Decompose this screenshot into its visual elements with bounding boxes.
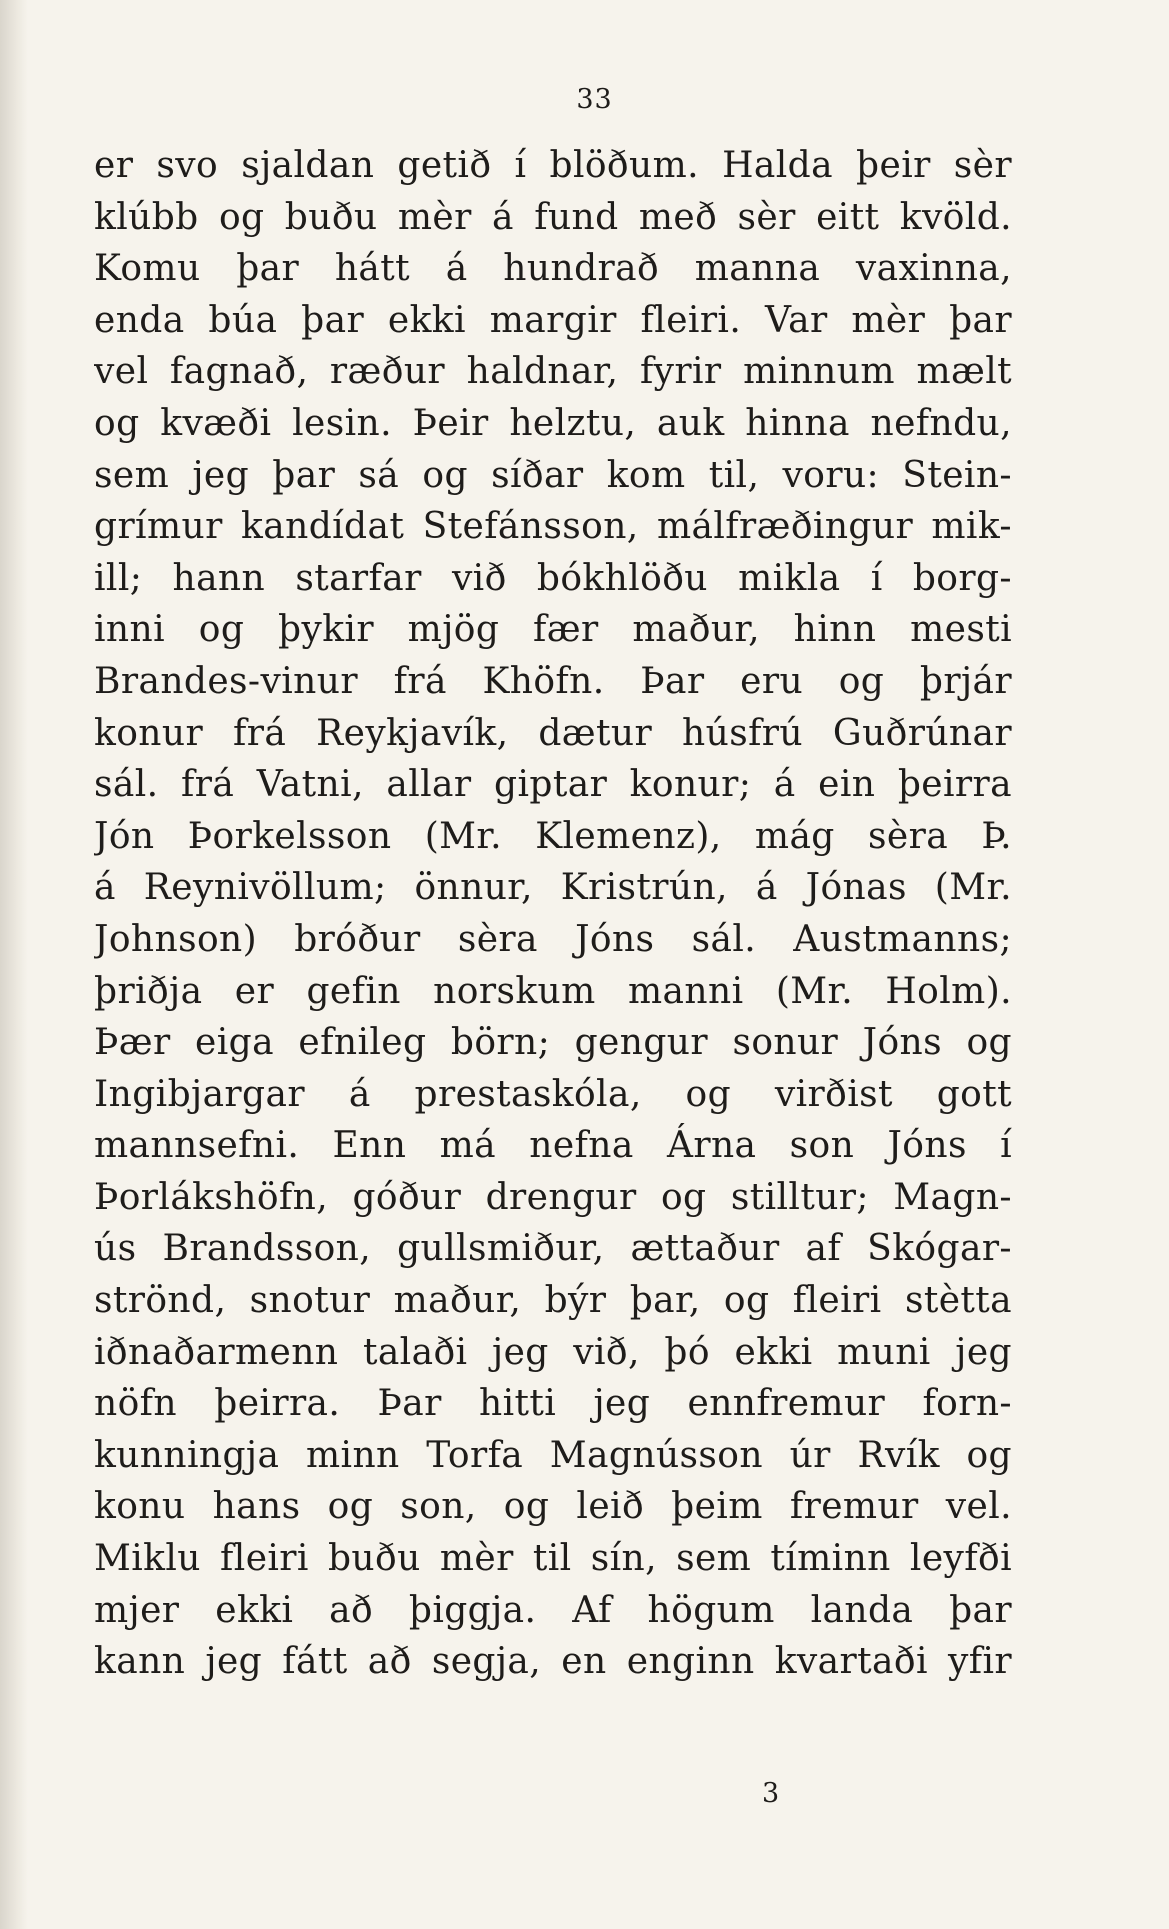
text-line: Johnson) bróður sèra Jóns sál. Austmanns;	[94, 918, 1012, 960]
text-line: enda búa þar ekki margir fleiri. Var mèr þar	[94, 299, 1012, 341]
text-line: konu hans og son, og leið þeim fremur vel.	[94, 1486, 1012, 1528]
text-line: er svo sjaldan getið í blöðum. Halda þeir sèr	[94, 145, 1012, 186]
text-line: grímur kandídat Stefánsson, málfræðingur mik-	[94, 506, 1012, 548]
text-line: konur frá Reykjavík, dætur húsfrú Guðrúnar	[94, 712, 1012, 754]
text-line: ill; hann starfar við bókhlöðu mikla í borg-	[94, 557, 1012, 599]
text-line: og kvæði lesin. Þeir helztu, auk hinna nefndu,	[94, 402, 1012, 444]
text-line: Miklu fleiri buðu mèr til sín, sem tíminn leyfði	[94, 1538, 1012, 1580]
text-line: iðnaðarmenn talaði jeg við, þó ekki muni jeg	[94, 1331, 1012, 1373]
text-line: sál. frá Vatni, allar giptar konur; á ein þeirra	[94, 764, 1012, 806]
page-spine-shadow	[0, 0, 28, 1929]
text-line: Ingibjargar á prestaskóla, og virðist gott	[94, 1073, 1012, 1115]
text-line: Komu þar hátt á hundrað manna vaxinna,	[94, 248, 1012, 290]
text-line: mannsefni. Enn má nefna Árna son Jóns í	[94, 1125, 1012, 1167]
text-line: Þorlákshöfn, góður drengur og stilltur; Magn-	[94, 1176, 1012, 1218]
text-line: kunningja minn Torfa Magnússon úr Rvík og	[94, 1434, 1012, 1476]
text-line: ús Brandsson, gullsmiður, ættaður af Skógar-	[94, 1228, 1012, 1270]
body-text	[94, 140, 1012, 1688]
text-line: vel fagnað, ræður haldnar, fyrir minnum mælt	[94, 351, 1012, 393]
text-line: inni og þykir mjög fær maður, hinn mesti	[94, 609, 1012, 651]
text-line: strönd, snotur maður, býr þar, og fleiri stètta	[94, 1280, 1012, 1322]
text-line: mjer ekki að þiggja. Af högum landa þar	[94, 1589, 1012, 1631]
text-line: á Reynivöllum; önnur, Kristrún, á Jónas (Mr.	[94, 867, 1012, 909]
text-line: nöfn þeirra. Þar hitti jeg ennfremur forn-	[94, 1383, 1012, 1425]
page-number: 33	[576, 84, 613, 115]
text-line: Brandes-vinur frá Khöfn. Þar eru og þrjár	[94, 660, 1012, 702]
text-line: kann jeg fátt að segja, en enginn kvartaði yfir	[94, 1641, 1012, 1683]
text-line: Þær eiga efnileg börn; gengur sonur Jóns og	[94, 1022, 1012, 1064]
text-line: Jón Þorkelsson (Mr. Klemenz), mág sèra Þ.	[94, 815, 1012, 857]
text-line: klúbb og buðu mèr á fund með sèr eitt kvöld.	[94, 196, 1012, 238]
text-line: þriðja er gefin norskum manni (Mr. Holm).	[94, 970, 1012, 1012]
text-line: sem jeg þar sá og síðar kom til, voru: Stein-	[94, 454, 1012, 496]
signature-mark: 3	[762, 1778, 780, 1809]
